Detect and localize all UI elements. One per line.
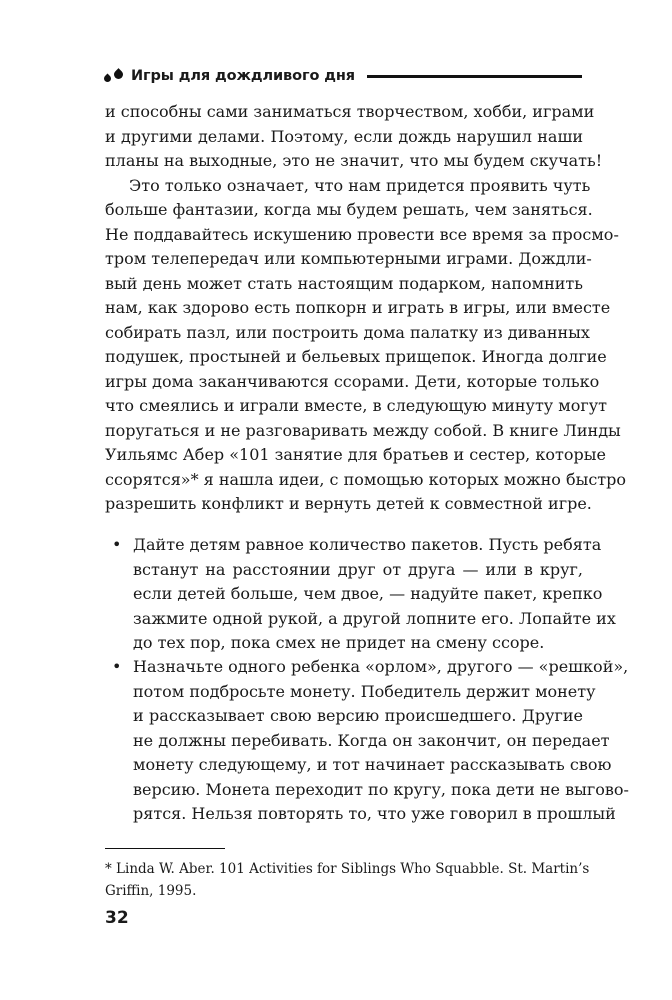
bullet-line: если детей больше, чем двое, — надуйте пакет, крепко: [133, 584, 603, 603]
text-line: Уильямс Абер «101 занятие для братьев и сестер, которые: [105, 445, 606, 464]
bullet-line: монету следующему, и тот начинает рассказывать свою: [133, 755, 612, 774]
raindrop-large-icon: [112, 68, 125, 81]
text-line: Не поддавайтесь искушению провести все время за просмо-: [105, 224, 619, 244]
text-line: тром телепередач или компьютерными играми. Дождли-: [105, 249, 592, 268]
text-line: больше фантазии, когда мы будем решать, чем заняться.: [105, 200, 593, 219]
footnote-line: Griffin, 1995.: [105, 883, 197, 899]
bullet-line: зажмите одной рукой, а другой лопните его. Лопайте их: [133, 608, 616, 628]
bullet-marker: •: [112, 535, 122, 554]
text-line: Это только означает, что нам придется проявить чуть: [129, 175, 591, 195]
raindrops-icon: [104, 70, 123, 82]
text-line: собирать пазл, или построить дома палатку из диванных: [105, 322, 590, 342]
footnote-rule: [105, 848, 225, 849]
bullet-line: встанут на расстоянии друг от друга — или в круг,: [133, 559, 583, 579]
text-line: подушек, простыней и бельевых прищепок. Иногда долгие: [105, 347, 607, 366]
text-line: и другими делами. Поэтому, если дождь нарушил наши: [105, 126, 583, 146]
bullet-line: не должны перебивать. Когда он закончит, он передает: [133, 730, 610, 750]
text-line: игры дома заканчиваются ссорами. Дети, которые только: [105, 371, 600, 391]
bullet-line: до тех пор, пока смех не придет на смену ссоре.: [133, 633, 545, 652]
bullet-line: Назначьте одного ребенка «орлом», другого — «решкой»,: [133, 657, 629, 676]
text-line: планы на выходные, это не значит, что мы будем скучать!: [105, 151, 603, 170]
header-rule: [367, 75, 582, 78]
page-number: 32: [105, 908, 129, 928]
header-title: Игры для дождливого дня: [131, 68, 355, 84]
bullet-line: и рассказывает свою версию происшедшего. Другие: [133, 706, 583, 725]
text-line: нам, как здорово есть попкорн и играть в игры, или вместе: [105, 298, 611, 317]
text-line: что смеялись и играли вместе, в следующую минуту могут: [105, 396, 608, 415]
bullet-line: потом подбросьте монету. Победитель держит монету: [133, 681, 596, 701]
text-line: поругаться и не разговаривать между собой. В книге Линды: [105, 420, 621, 440]
text-line: разрешить конфликт и вернуть детей к совместной игре.: [105, 494, 592, 513]
raindrop-small-icon: [103, 74, 113, 84]
bullet-line: рятся. Нельзя повторять то, что уже говорил в прошлый: [133, 804, 616, 823]
bullet-line: версию. Монета переходит по кругу, пока дети не выгово-: [133, 779, 629, 799]
bullet-line: Дайте детям равное количество пакетов. Пусть ребята: [133, 535, 602, 554]
text-line: и способны сами заниматься творчеством, хобби, играми: [105, 102, 595, 121]
bullet-marker: •: [112, 657, 122, 676]
running-header: [104, 64, 582, 88]
footnote-line: * Linda W. Aber. 101 Activities for Siblings Who Squabble. St. Martin’s: [105, 861, 590, 877]
text-line: вый день может стать настоящим подарком, напомнить: [105, 273, 583, 293]
text-line: ссорятся»* я нашла идеи, с помощью которых можно быстро: [105, 469, 626, 489]
